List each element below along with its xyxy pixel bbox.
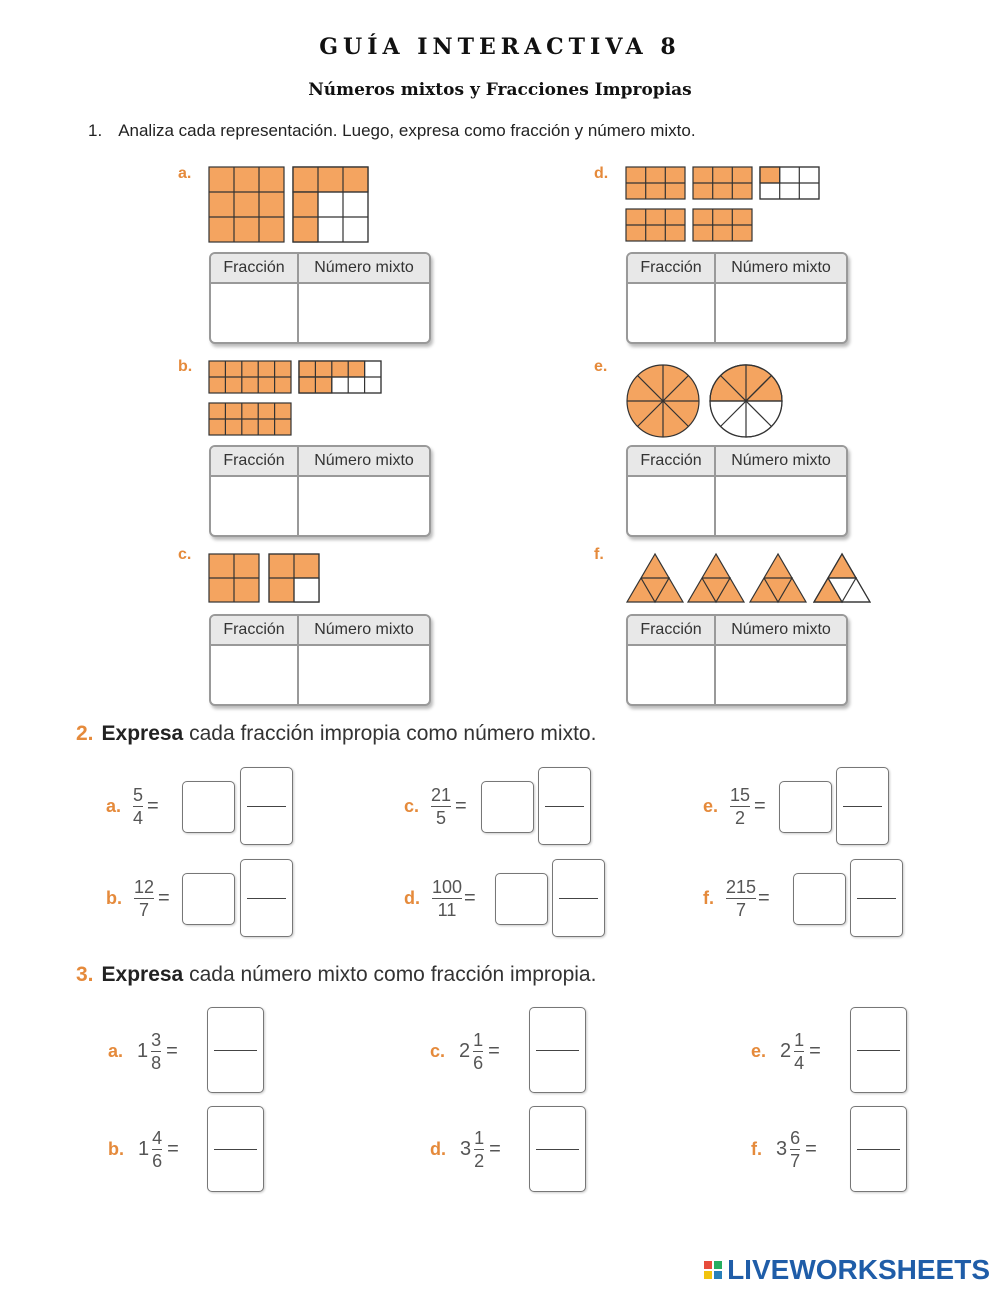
answer-table-1e [626,445,848,537]
letter-3d: d. [430,1138,446,1159]
numerator: 1 [474,1127,485,1148]
letter-3b: b. [108,1138,124,1159]
denominator: 11 [437,899,457,920]
equals-sign: = [147,794,159,817]
equals-sign: = [166,1039,178,1062]
exercise-2e [703,781,770,831]
answer-1f-fraction[interactable] [628,646,718,706]
whole-input-2b[interactable] [182,873,235,925]
exercise-3c [430,1026,505,1076]
logo-icon [703,1260,723,1280]
figure-a-whole [209,167,284,242]
figure-f-whole-2 [688,554,744,602]
fraction-2c [431,785,451,828]
exercise-3b [108,1124,184,1174]
numerator: 3 [151,1029,162,1050]
instruction-number: 1. [88,121,103,140]
exercise-2d [404,873,478,923]
letter-2c: c. [404,795,420,816]
figure-d-whole-1 [626,167,685,199]
answer-1d-mixed[interactable] [716,284,848,344]
equals-sign: = [754,794,766,817]
fraction-2d [432,877,462,920]
answer-1f-mixed[interactable] [716,646,848,706]
page-subtitle: Números mixtos y Fracciones Impropias [308,80,692,100]
equals-sign: = [809,1039,821,1062]
fraction-input-2c[interactable] [538,767,591,845]
section-3-number: 3. [76,963,94,986]
figure-d-whole-3 [626,209,685,241]
exercise-3e [751,1026,826,1076]
whole-input-2e[interactable] [779,781,832,833]
numerator: 4 [152,1127,163,1148]
letter-2e: e. [703,795,719,816]
answer-table-1a [209,252,431,344]
fraction-input-3e[interactable] [850,1007,907,1093]
fraction-input-2e[interactable] [836,767,889,845]
denominator: 7 [736,899,747,920]
whole-part: 3 [776,1137,788,1160]
fraction-input-3b[interactable] [207,1106,264,1192]
exercise-2c [404,781,471,831]
item-letter-1f: f. [594,546,604,563]
col-mixed: Número mixto [731,259,831,276]
denominator: 7 [790,1150,801,1171]
whole-part: 3 [460,1137,472,1160]
figure-b-partial [299,361,381,393]
numerator: 1 [473,1029,484,1050]
figure-d-whole-4 [693,209,752,241]
col-fraction: Fracción [628,254,716,282]
denominator: 6 [152,1150,163,1171]
figure-f-partial [814,554,870,602]
letter-2f: f. [703,887,714,908]
numerator: 100 [432,876,463,897]
figure-c-whole [209,554,259,602]
fraction-2e [730,785,750,828]
fraction-input-2d[interactable] [552,859,605,937]
item-letter-1a: a. [178,165,192,182]
section-3-text: cada número mixto como fracción impropia. [189,963,597,986]
section-2-number: 2. [76,722,94,745]
item-letter-1d: d. [594,165,609,182]
col-fraction: Fracción [628,616,716,644]
equals-sign: = [488,1039,500,1062]
col-fraction: Fracción [211,447,299,475]
fraction-3b [152,1128,162,1171]
equals-sign: = [489,1137,501,1160]
answer-1a-mixed[interactable] [299,284,431,344]
exercise-2b [106,873,174,923]
answer-table-1f [626,614,848,706]
whole-part: 1 [137,1039,149,1062]
denominator: 4 [133,807,144,828]
answer-1b-fraction[interactable] [211,477,301,537]
figure-a-partial [293,167,368,242]
whole-input-2c[interactable] [481,781,534,833]
whole-part: 2 [459,1039,471,1062]
section-3-heading [76,963,596,987]
col-mixed: Número mixto [314,259,414,276]
item-letter-1b: b. [178,358,193,375]
liveworksheets-logo[interactable] [703,1254,990,1286]
fraction-2a [133,785,143,828]
exercise-2a [106,781,163,831]
fraction-input-3d[interactable] [529,1106,586,1192]
letter-3c: c. [430,1040,446,1061]
fraction-3d [474,1128,484,1171]
whole-input-2d[interactable] [495,873,548,925]
section-3-verb: Expresa [101,963,184,986]
whole-part: 2 [780,1039,792,1062]
answer-1b-mixed[interactable] [299,477,431,537]
section-2-verb: Expresa [101,722,184,745]
section-2-heading [76,722,596,746]
numerator: 12 [134,876,155,897]
answer-1a-fraction[interactable] [211,284,301,344]
letter-3e: e. [751,1040,767,1061]
fraction-2b [134,877,154,920]
answer-table-1b [209,445,431,537]
equals-sign: = [167,1137,179,1160]
answer-1c-fraction[interactable] [211,646,301,706]
exercise-3a [108,1026,183,1076]
denominator: 5 [436,807,447,828]
denominator: 7 [139,899,150,920]
answer-1e-mixed[interactable] [716,477,848,537]
fraction-2f [726,877,756,920]
col-fraction: Fracción [211,254,299,282]
equals-sign: = [464,886,476,909]
equals-sign: = [758,886,770,909]
whole-part: 1 [138,1137,150,1160]
denominator: 8 [151,1052,162,1073]
figure-f-whole-1 [627,554,683,602]
item-letter-1e: e. [594,358,608,375]
whole-input-2f[interactable] [793,873,846,925]
figure-c-partial [269,554,319,602]
letter-2a: a. [106,795,122,816]
answer-1d-fraction[interactable] [628,284,718,344]
fraction-3a [151,1030,161,1073]
fraction-3c [473,1030,483,1073]
denominator: 6 [473,1052,484,1073]
col-fraction: Fracción [628,447,716,475]
equals-sign: = [455,794,467,817]
col-mixed: Número mixto [314,621,414,638]
exercise-3d [430,1124,506,1174]
logo-text: LIVEWORKSHEETS [727,1254,990,1285]
answer-1c-mixed[interactable] [299,646,431,706]
col-mixed: Número mixto [731,452,831,469]
fraction-input-3a[interactable] [207,1007,264,1093]
figure-b-whole-1 [209,361,291,393]
section-2-text: cada fracción impropia como número mixto. [189,722,597,745]
figure-e-partial [710,365,782,437]
figure-b-whole-2 [209,403,291,435]
whole-input-2a[interactable] [182,781,235,833]
numerator: 6 [790,1127,801,1148]
item-letter-1c: c. [178,546,192,563]
letter-3f: f. [751,1138,762,1159]
fraction-input-3f[interactable] [850,1106,907,1192]
equals-sign: = [805,1137,817,1160]
letter-2d: d. [404,887,420,908]
page-title: GUÍA INTERACTIVA 8 [319,34,681,60]
denominator: 4 [794,1052,805,1073]
numerator: 15 [730,784,751,805]
numerator: 5 [133,784,144,805]
letter-2b: b. [106,887,122,908]
equals-sign: = [158,886,170,909]
col-mixed: Número mixto [314,452,414,469]
col-fraction: Fracción [211,616,299,644]
col-mixed: Número mixto [731,621,831,638]
answer-table-1d [626,252,848,344]
figure-e-whole [627,365,699,437]
fraction-input-2b[interactable] [240,859,293,937]
instruction-text: Analiza cada representación. Luego, expresa como fracción y número mixto. [118,121,696,140]
numerator: 21 [431,784,452,805]
denominator: 2 [735,807,746,828]
fraction-3f [790,1128,800,1171]
exercise-3f [751,1124,822,1174]
figure-d-partial [760,167,819,199]
figure-f-whole-3 [750,554,806,602]
numerator: 1 [794,1029,805,1050]
letter-3a: a. [108,1040,124,1061]
figure-d-whole-2 [693,167,752,199]
fraction-input-3c[interactable] [529,1007,586,1093]
fraction-input-2f[interactable] [850,859,903,937]
answer-1e-fraction[interactable] [628,477,718,537]
denominator: 2 [474,1150,485,1171]
exercise-2f [703,873,772,923]
fraction-3e [794,1030,804,1073]
answer-table-1c [209,614,431,706]
numerator: 215 [726,876,757,897]
fraction-input-2a[interactable] [240,767,293,845]
